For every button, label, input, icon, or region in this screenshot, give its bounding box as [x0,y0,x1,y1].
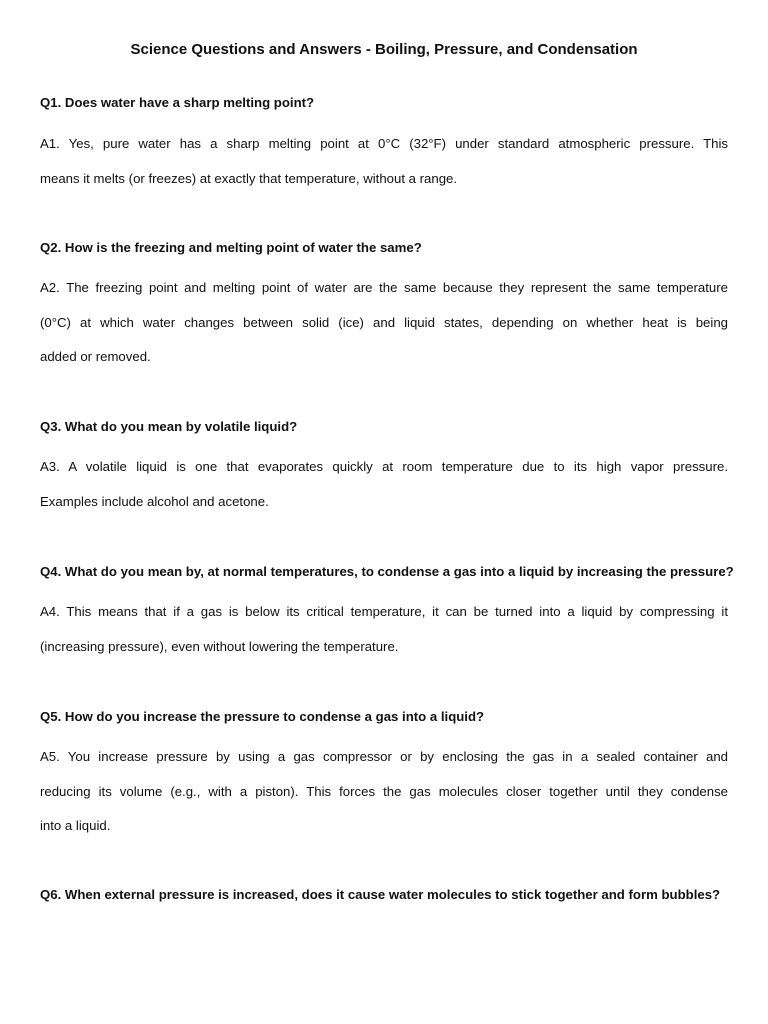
document-title: Science Questions and Answers - Boiling, Pressure, and Condensation [130,41,638,58]
answer-line: reducing its volume (e.g., with a piston). This forces the gas molecules closer together until they condense [40,783,728,799]
question-2: Q2. How is the freezing and melting point of water the same? [40,240,422,255]
answer-2 [40,271,728,375]
question-5: Q5. How do you increase the pressure to condense a gas into a liquid? [40,709,485,724]
answer-line: means it melts (or freezes) at exactly that temperature, without a range. [40,170,458,186]
answer-line: added or removed. [40,349,151,365]
answer-1 [40,127,728,196]
answer-line: A2. The freezing point and melting point of water are the same because they represent the same temperature [40,280,728,295]
answer-line: (increasing pressure), even without lowering the temperature. [40,638,399,654]
question-4: Q4. What do you mean by, at normal temperatures, to condense a gas into a liquid by increasing the pressure? [40,564,734,579]
question-3: Q3. What do you mean by volatile liquid? [40,419,298,434]
answer-line: A3. A volatile liquid is one that evaporates quickly at room temperature due to its high vapor pressure. [40,459,728,474]
answer-line: A4. This means that if a gas is below its critical temperature, it can be turned into a liquid by compressing it [40,604,728,619]
answer-3 [40,450,728,519]
answer-line: A1. Yes, pure water has a sharp melting point at 0°C (32°F) under standard atmospheric pressure. This [40,136,728,151]
answer-line: (0°C) at which water changes between solid (ice) and liquid states, depending on whether heat is being [40,314,728,330]
answer-line: Examples include alcohol and acetone. [40,493,269,509]
question-1: Q1. Does water have a sharp melting point? [40,95,315,110]
answer-line: into a liquid. [40,818,111,834]
question-6: Q6. When external pressure is increased, does it cause water molecules to stick together and form bubbles? [40,887,721,902]
answer-4 [40,595,728,664]
answer-5 [40,740,728,844]
answer-line: A5. You increase pressure by using a gas compressor or by enclosing the gas in a sealed container and [40,749,728,764]
